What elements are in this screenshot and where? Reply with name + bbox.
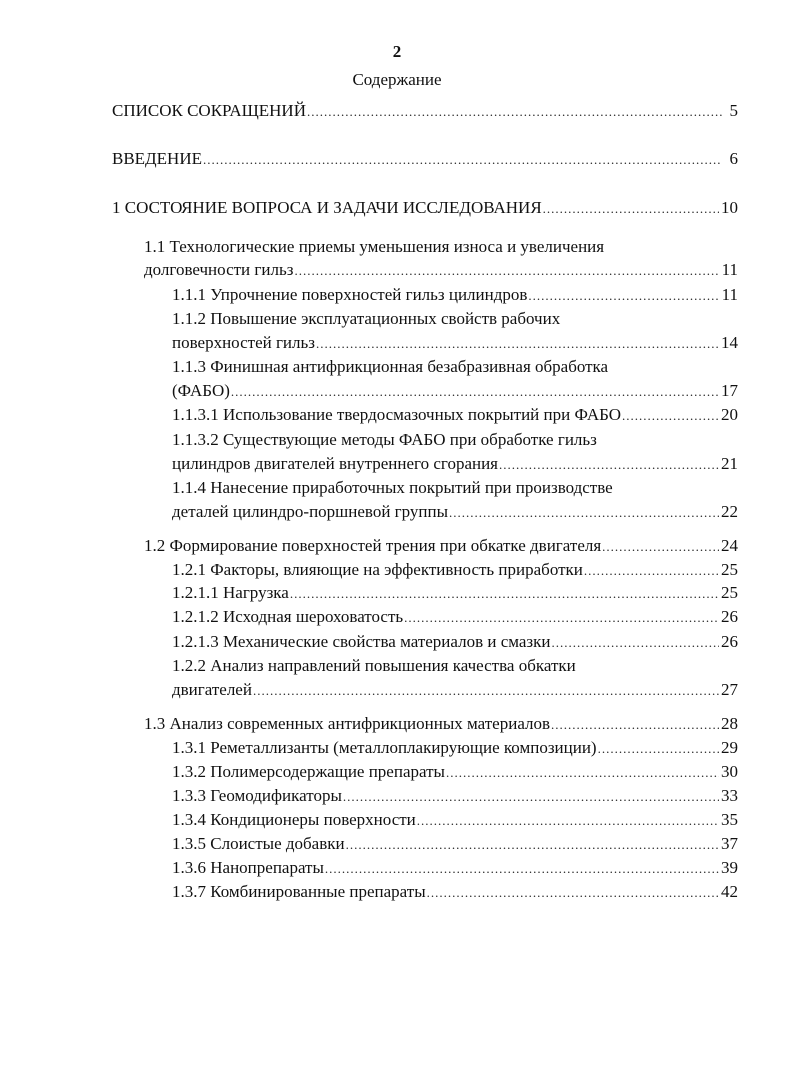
toc-entry-label: долговечности гильз	[144, 260, 294, 279]
toc-page-number: 25	[721, 560, 738, 579]
toc-entry-1-3-3[interactable]	[172, 785, 738, 807]
toc-entry-1-2-2[interactable]	[172, 679, 738, 701]
leader-dots	[253, 680, 719, 702]
toc-entry-label: 1 СОСТОЯНИЕ ВОПРОСА И ЗАДАЧИ ИССЛЕДОВАНИЯ	[112, 198, 542, 217]
toc-page-number: 24	[721, 536, 738, 555]
toc-page-number: 17	[721, 381, 738, 400]
leader-dots	[602, 536, 719, 558]
toc-entry-1-2-1-3[interactable]	[172, 631, 738, 653]
toc-entry-label: 1.3.6 Нанопрепараты	[172, 858, 324, 877]
toc-page-number: 42	[721, 882, 738, 901]
leader-dots	[404, 607, 719, 629]
toc-entry-label: 1.3.4 Кондиционеры поверхности	[172, 810, 416, 829]
toc-entry-label: СПИСОК СОКРАЩЕНИЙ	[112, 101, 306, 120]
page-number: 2	[392, 42, 402, 61]
toc-entry-1-3[interactable]	[144, 713, 738, 735]
toc-entry-1-2-1-2[interactable]	[172, 606, 738, 628]
toc-entry-first-line: 1.1.4 Нанесение приработочных покрытий при производстве	[172, 478, 613, 497]
leader-dots	[499, 454, 719, 476]
toc-entry-1-1-4[interactable]	[172, 501, 738, 523]
leader-dots	[446, 762, 719, 784]
toc-entry-label: 1.3 Анализ современных антифрикционных материалов	[144, 714, 551, 733]
leader-dots	[543, 198, 719, 220]
toc-entry-label: 1.3.2 Полимерсодержащие препараты	[172, 762, 445, 781]
toc-page-number: 5	[729, 101, 738, 120]
toc-entry-1-3-6[interactable]	[172, 857, 738, 879]
leader-dots	[231, 381, 719, 403]
toc-page-number: 14	[721, 333, 738, 352]
leader-dots	[343, 786, 719, 808]
toc-entry-first-line: 1.1.3.2 Существующие методы ФАБО при обработке гильз	[172, 430, 597, 449]
toc-page-number: 22	[721, 502, 738, 521]
toc-page-number: 37	[721, 834, 738, 853]
leader-dots	[346, 834, 719, 856]
toc-entry-label: поверхностей гильз	[172, 333, 315, 352]
toc-page-number: 6	[729, 149, 738, 168]
toc-entry-1-1-3-2[interactable]	[172, 453, 738, 475]
toc-entry-label: 1.2.1 Факторы, влияющие на эффективность приработки	[172, 560, 583, 579]
leader-dots	[528, 285, 719, 307]
leader-dots	[316, 333, 719, 355]
toc-page-number: 28	[721, 714, 738, 733]
toc-entry-first-line: 1.1.2 Повышение эксплуатационных свойств рабочих	[172, 309, 561, 328]
toc-entry-1-2-1-1[interactable]	[172, 582, 738, 604]
toc-entry-1-3-1[interactable]	[172, 737, 738, 759]
toc-entry-label: 1.2 Формирование поверхностей трения при обкатке двигателя	[144, 536, 602, 555]
toc-page-number: 30	[721, 762, 738, 781]
toc-page-number: 39	[721, 858, 738, 877]
toc-entry-abbreviations[interactable]	[112, 100, 738, 122]
leader-dots	[552, 632, 720, 654]
toc-entry-label: 1.3.3 Геомодификаторы	[172, 786, 342, 805]
toc-entry-label: (ФАБО)	[172, 381, 230, 400]
toc-entry-1-3-2[interactable]	[172, 761, 738, 783]
toc-entry-1-2[interactable]	[144, 535, 738, 557]
toc-entry-1-2-1[interactable]	[172, 559, 738, 581]
toc-entry-label: 1.3.7 Комбинированные препараты	[172, 882, 426, 901]
toc-page-number: 29	[721, 738, 738, 757]
toc-entry-first-line: 1.1.3 Финишная антифрикционная безабразивная обработка	[172, 357, 609, 376]
toc-entry-1-3-4[interactable]	[172, 809, 738, 831]
toc-entry-label: 1.1.3.1 Использование твердосмазочных покрытий при ФАБО	[172, 405, 622, 424]
toc-entry-1-3-5[interactable]	[172, 833, 738, 855]
leader-dots	[203, 149, 722, 171]
leader-dots	[417, 810, 719, 832]
toc-entry-label: 1.2.1.3 Механические свойства материалов и смазки	[172, 632, 551, 651]
leader-dots	[449, 502, 719, 524]
leader-dots	[290, 583, 719, 605]
leader-dots	[325, 858, 719, 880]
toc-entry-1-1-3[interactable]	[172, 380, 738, 402]
toc-page-number: 26	[721, 632, 738, 651]
leader-dots	[622, 405, 719, 427]
toc-entry-first-line: 1.2.2 Анализ направлений повышения качества обкатки	[172, 656, 576, 675]
toc-page-number: 10	[721, 198, 738, 217]
toc-entry-first-line: 1.1 Технологические приемы уменьшения износа и увеличения	[144, 237, 605, 256]
toc-entry-1-1-2[interactable]	[172, 332, 738, 354]
toc-entry-1-1[interactable]	[144, 259, 738, 281]
toc-entry-1-3-7[interactable]	[172, 881, 738, 903]
toc-page-number: 35	[721, 810, 738, 829]
leader-dots	[584, 560, 719, 582]
toc-page-number: 20	[721, 405, 738, 424]
toc-entry-chapter-1[interactable]	[112, 197, 738, 219]
toc-entry-label: 1.3.1 Реметаллизанты (металлоплакирующие композиции)	[172, 738, 597, 757]
leader-dots	[598, 738, 719, 760]
toc-page-number: 11	[721, 285, 738, 304]
toc-page-number: 33	[721, 786, 738, 805]
toc-page-number: 26	[721, 607, 738, 626]
page-title: Содержание	[352, 70, 442, 89]
toc-page-number: 25	[721, 583, 738, 602]
toc-entry-label: 1.2.1.1 Нагрузка	[172, 583, 289, 602]
toc-entry-1-1-1[interactable]	[172, 284, 738, 306]
toc-entry-label: 1.3.5 Слоистые добавки	[172, 834, 345, 853]
leader-dots	[551, 714, 719, 736]
toc-entry-1-1-3-1[interactable]	[172, 404, 738, 426]
toc-entry-label: ВВЕДЕНИЕ	[112, 149, 202, 168]
toc-entry-introduction[interactable]	[112, 148, 738, 170]
toc-entry-label: двигателей	[172, 680, 252, 699]
toc-page-number: 11	[721, 260, 738, 279]
leader-dots	[427, 882, 719, 904]
leader-dots	[294, 260, 719, 282]
toc-entry-label: деталей цилиндро-поршневой группы	[172, 502, 449, 521]
toc-entry-label: цилиндров двигателей внутреннего сгорания	[172, 454, 499, 473]
leader-dots	[307, 101, 722, 123]
toc-entry-label: 1.2.1.2 Исходная шероховатость	[172, 607, 404, 626]
toc-page-number: 27	[721, 680, 738, 699]
toc-entry-label: 1.1.1 Упрочнение поверхностей гильз цилиндров	[172, 285, 528, 304]
toc-page-number: 21	[721, 454, 738, 473]
